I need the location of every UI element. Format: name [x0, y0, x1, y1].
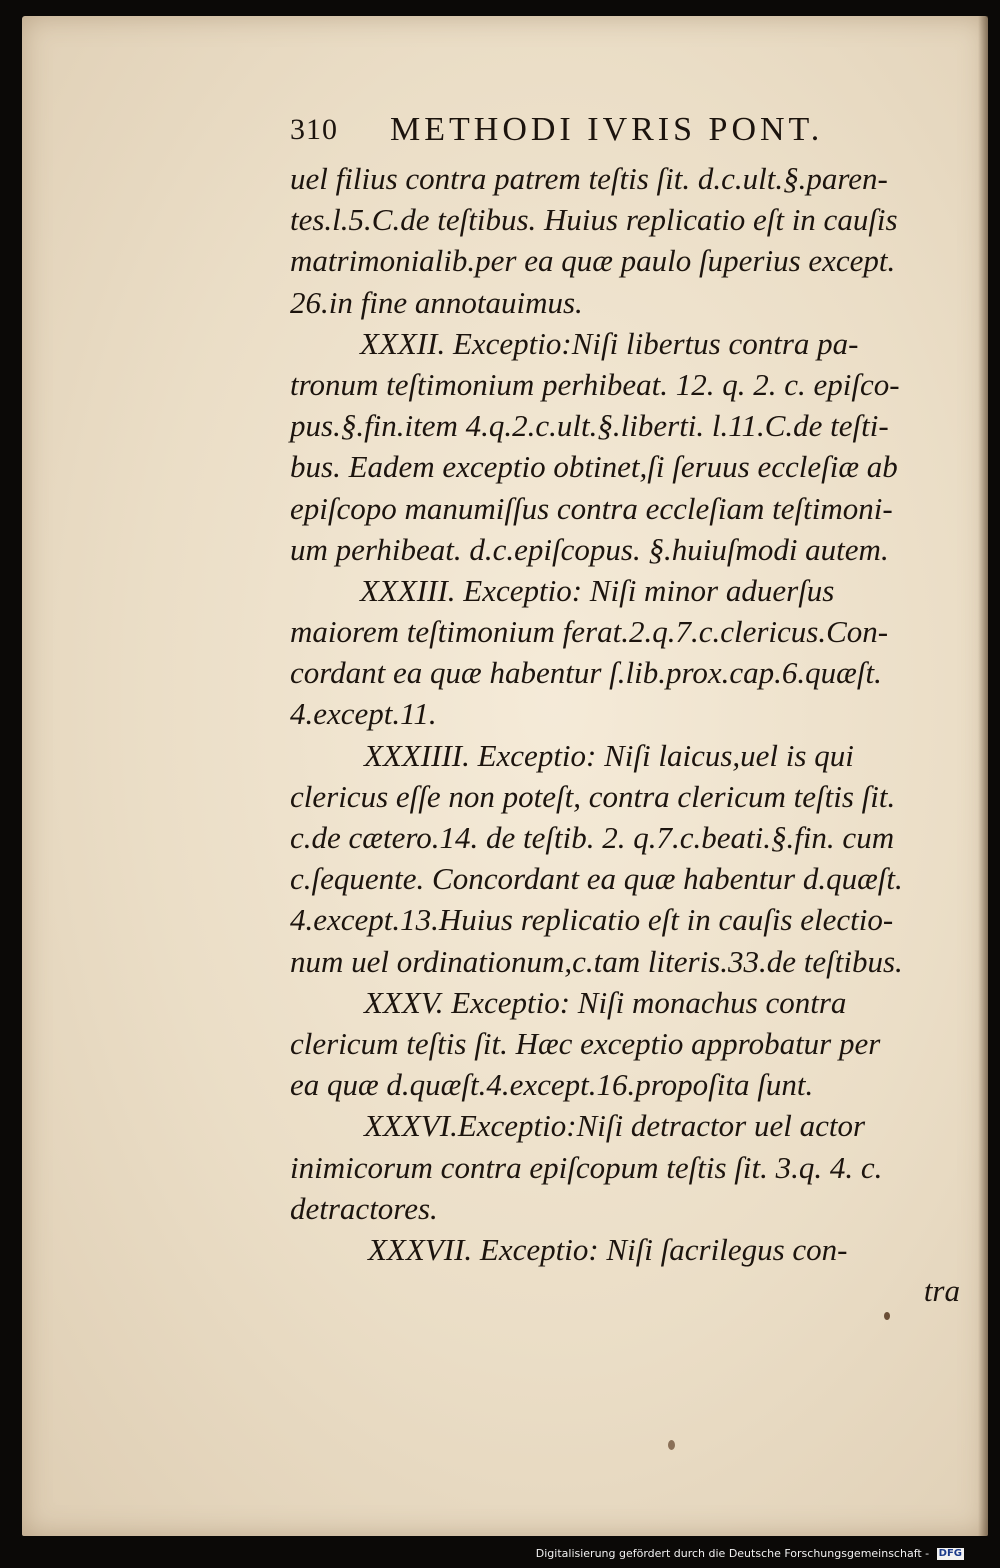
- text-line: XXXV. Exceptio: Niſi monachus contra: [364, 984, 847, 1020]
- text-line: XXXVI.Exceptio:Niſi detractor uel actor: [364, 1108, 866, 1144]
- text-line: detractores.: [290, 1190, 438, 1226]
- text-line: c.de cætero.14. de teſtib. 2. q.7.c.beati.§.fin. cum: [290, 820, 895, 855]
- text-line: pus.§.fin.item 4.q.2.c.ult.§.liberti. l.11.C.de teſti-: [290, 408, 889, 444]
- text-line: XXXIIII. Exceptio: Niſi laicus,uel is qui: [364, 737, 854, 773]
- text-line: clericus eſſe non poteſt, contra clericum teſtis ſit.: [290, 778, 896, 814]
- text-line: epiſcopo manumiſſus contra eccleſiam teſtimoni-: [290, 490, 893, 526]
- text-line: matrimonialib.per ea quæ paulo ſuperius except.: [290, 243, 896, 279]
- text-line: clericum teſtis ſit. Hæc exceptio approbatur per: [290, 1025, 881, 1061]
- text-line: uel filius contra patrem teſtis ſit. d.c.ult.§.paren-: [290, 161, 888, 196]
- text-line: tes.l.5.C.de teſtibus. Huius replicatio eſt in cauſis: [290, 202, 898, 238]
- text-line: maiorem teſtimonium ferat.2.q.7.c.clericus.Con-: [290, 614, 889, 650]
- credit-text: Digitalisierung gefördert durch die Deutsche Forschungsgemeinschaft -: [535, 1547, 930, 1560]
- text-line: XXXII. Exceptio:Niſi libertus contra pa-: [360, 325, 859, 361]
- catchword: tra: [923, 1273, 960, 1309]
- text-line: cordant ea quæ habentur ſ.lib.prox.cap.6.quæſt.: [290, 655, 882, 691]
- dfg-logo: DFG: [938, 1548, 962, 1559]
- text-line: 26.in fine annotauimus.: [290, 284, 583, 320]
- text-line: c.ſequente. Concordant ea quæ habentur d.quæſt.: [290, 861, 903, 897]
- page-header: [290, 102, 970, 158]
- paper-speck: [884, 1312, 890, 1320]
- text-line: inimicorum contra epiſcopum teſtis ſit. 3.q. 4. c.: [290, 1149, 883, 1185]
- paper-speck: [668, 1440, 675, 1450]
- text-line: XXXVII. Exceptio: Niſi ſacrilegus con-: [368, 1231, 848, 1267]
- text-line: ea quæ d.quæſt.4.except.16.propoſita ſunt.: [290, 1067, 814, 1103]
- page-number: 310: [290, 113, 338, 146]
- running-head: METHODI IVRIS PONT.: [390, 111, 824, 148]
- text-line: XXXIII. Exceptio: Niſi minor aduerſus: [360, 572, 835, 608]
- text-line: 4.except.13.Huius replicatio eſt in cauſis electio-: [290, 902, 894, 938]
- text-line: tronum teſtimonium perhibeat. 12. q. 2. c. epiſco-: [290, 366, 900, 402]
- text-block: [290, 102, 970, 1311]
- page-edge-shadow: [978, 16, 988, 1536]
- text-line: 4.except.11.: [290, 696, 437, 732]
- text-line: bus. Eadem exceptio obtinet,ſi ſeruus eccleſiæ ab: [290, 449, 898, 485]
- text-line: num uel ordinationum,c.tam literis.33.de teſtibus.: [290, 943, 903, 979]
- digitization-credit: [536, 1547, 964, 1560]
- book-page: [22, 16, 988, 1536]
- text-line: um perhibeat. d.c.epiſcopus. §.huiuſmodi autem.: [290, 531, 889, 567]
